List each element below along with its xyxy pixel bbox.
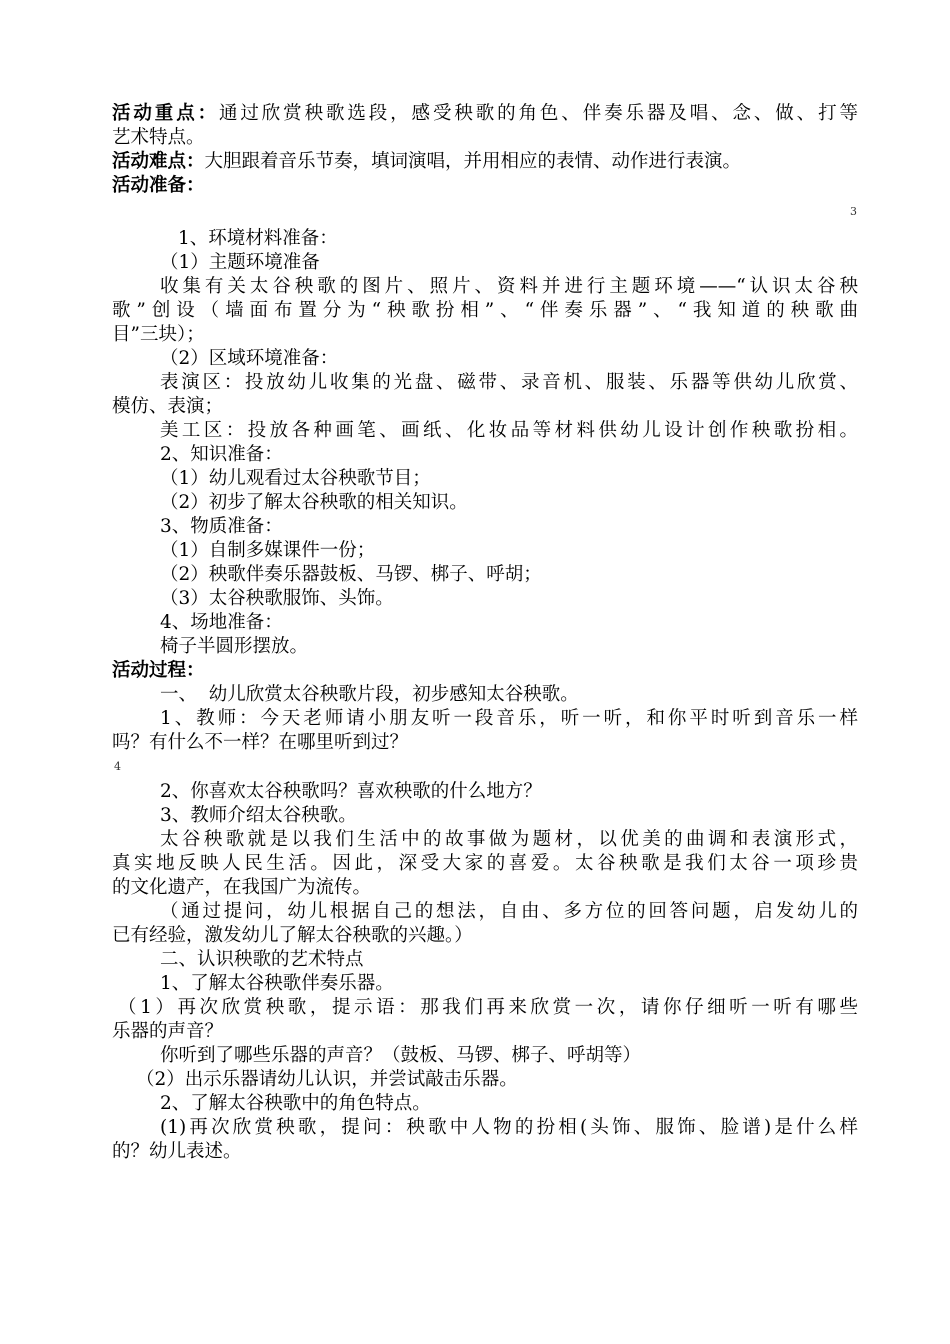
roles-a-line-1: (1)再次欣赏秧歌，提问：秧歌中人物的扮相(头饰、服饰、脸谱)是什么样 bbox=[160, 1117, 858, 1138]
theme-title: （1）主题环境准备 bbox=[160, 252, 320, 273]
question1-line-2: 吗？有什么不一样？在哪里听到过？ bbox=[112, 732, 409, 753]
roles-title: 2、了解太谷秧歌中的角色特点。 bbox=[160, 1093, 431, 1114]
material-title: 3、物质准备： bbox=[160, 516, 283, 537]
instruments-a-line-2: 乐器的声音？ bbox=[112, 1021, 224, 1042]
note-line-1: （通过提问，幼儿根据自己的想法，自由、多方位的回答问题，启发幼儿的 bbox=[160, 901, 858, 922]
difficulty-text: 大胆跟着音乐节奏，填词演唱，并用相应的表情、动作进行表演。 bbox=[204, 151, 742, 172]
material-item-3: （3）太谷秧歌服饰、头饰。 bbox=[160, 588, 394, 609]
intro-line-2: 真实地反映人民生活。因此，深受大家的喜爱。太谷秧歌是我们太谷一项珍贵 bbox=[112, 853, 858, 874]
preparation-heading: 活动准备： bbox=[112, 175, 205, 196]
perform-line-2: 模仿、表演； bbox=[112, 396, 224, 417]
material-item-2: （2）秧歌伴奏乐器鼓板、马锣、梆子、呼胡； bbox=[160, 564, 542, 585]
perform-line-1: 表演区：投放幼儿收集的光盘、磁带、录音机、服装、乐器等供幼儿欣赏、 bbox=[160, 372, 858, 393]
venue-text: 椅子半圆形摆放。 bbox=[160, 636, 309, 657]
focus-text: 通过欣赏秧歌选段，感受秧歌的角色、伴奏乐器及唱、念、做、打等 bbox=[218, 103, 858, 124]
instruments-title: 1、了解太谷秧歌伴奏乐器。 bbox=[160, 973, 394, 994]
area-title: （2）区域环境准备： bbox=[160, 348, 339, 369]
page-number: 4 bbox=[114, 760, 121, 773]
venue-title: 4、场地准备： bbox=[160, 612, 283, 633]
art-line: 美工区：投放各种画笔、画纸、化妆品等材料供幼儿设计创作秧歌扮相。 bbox=[160, 420, 858, 441]
theme-line-1: 收集有关太谷秧歌的图片、照片、资料并进行主题环境——“认识太谷秧 bbox=[160, 276, 858, 297]
theme-line-2: 歌”创设（墙面布置分为“秧歌扮相”、“伴奏乐器”、“我知道的秧歌曲 bbox=[112, 300, 858, 321]
intro-line-1: 太谷秧歌就是以我们生活中的故事做为题材，以优美的曲调和表演形式， bbox=[160, 829, 858, 850]
focus-line-2: 艺术特点。 bbox=[112, 127, 205, 148]
question1-line-1: 1、教师：今天老师请小朋友听一段音乐，听一听，和你平时听到音乐一样 bbox=[160, 708, 858, 729]
env-title: 1、环境材料准备： bbox=[178, 228, 338, 249]
instruments-a-line-1: （1）再次欣赏秧歌，提示语：那我们再来欣赏一次，请你仔细听一听有哪些 bbox=[118, 997, 858, 1018]
material-item-1: （1）自制多媒课件一份； bbox=[160, 540, 376, 561]
focus-line-1 bbox=[112, 102, 858, 126]
step1-title: 一、 幼儿欣赏太谷秧歌片段，初步感知太谷秧歌。 bbox=[160, 684, 579, 705]
difficulty-label: 活动难点： bbox=[112, 151, 205, 172]
instruments-b: （2）出示乐器请幼儿认识，并尝试敲击乐器。 bbox=[136, 1069, 518, 1090]
knowledge-item-1: （1）幼儿观看过太谷秧歌节目； bbox=[160, 468, 431, 489]
knowledge-title: 2、知识准备： bbox=[160, 444, 283, 465]
difficulty-line bbox=[112, 150, 741, 174]
page-number: 3 bbox=[850, 205, 857, 218]
process-heading: 活动过程： bbox=[112, 660, 205, 681]
question2: 2、你喜欢太谷秧歌吗？喜欢秧歌的什么地方？ bbox=[160, 781, 542, 802]
instruments-answer: 你听到了哪些乐器的声音？（鼓板、马锣、梆子、呼胡等） bbox=[160, 1045, 642, 1066]
focus-label: 活动重点： bbox=[112, 103, 219, 124]
step2-title: 二、认识秧歌的艺术特点 bbox=[160, 949, 364, 970]
intro-line-3: 的文化遗产，在我国广为流传。 bbox=[112, 877, 372, 898]
theme-line-3: 目”三块）； bbox=[112, 324, 205, 345]
knowledge-item-2: （2）初步了解太谷秧歌的相关知识。 bbox=[160, 492, 468, 513]
roles-a-line-2: 的？幼儿表述。 bbox=[112, 1141, 242, 1162]
note-line-2: 已有经验，激发幼儿了解太谷秧歌的兴趣。） bbox=[112, 925, 473, 946]
question3: 3、教师介绍太谷秧歌。 bbox=[160, 805, 357, 826]
